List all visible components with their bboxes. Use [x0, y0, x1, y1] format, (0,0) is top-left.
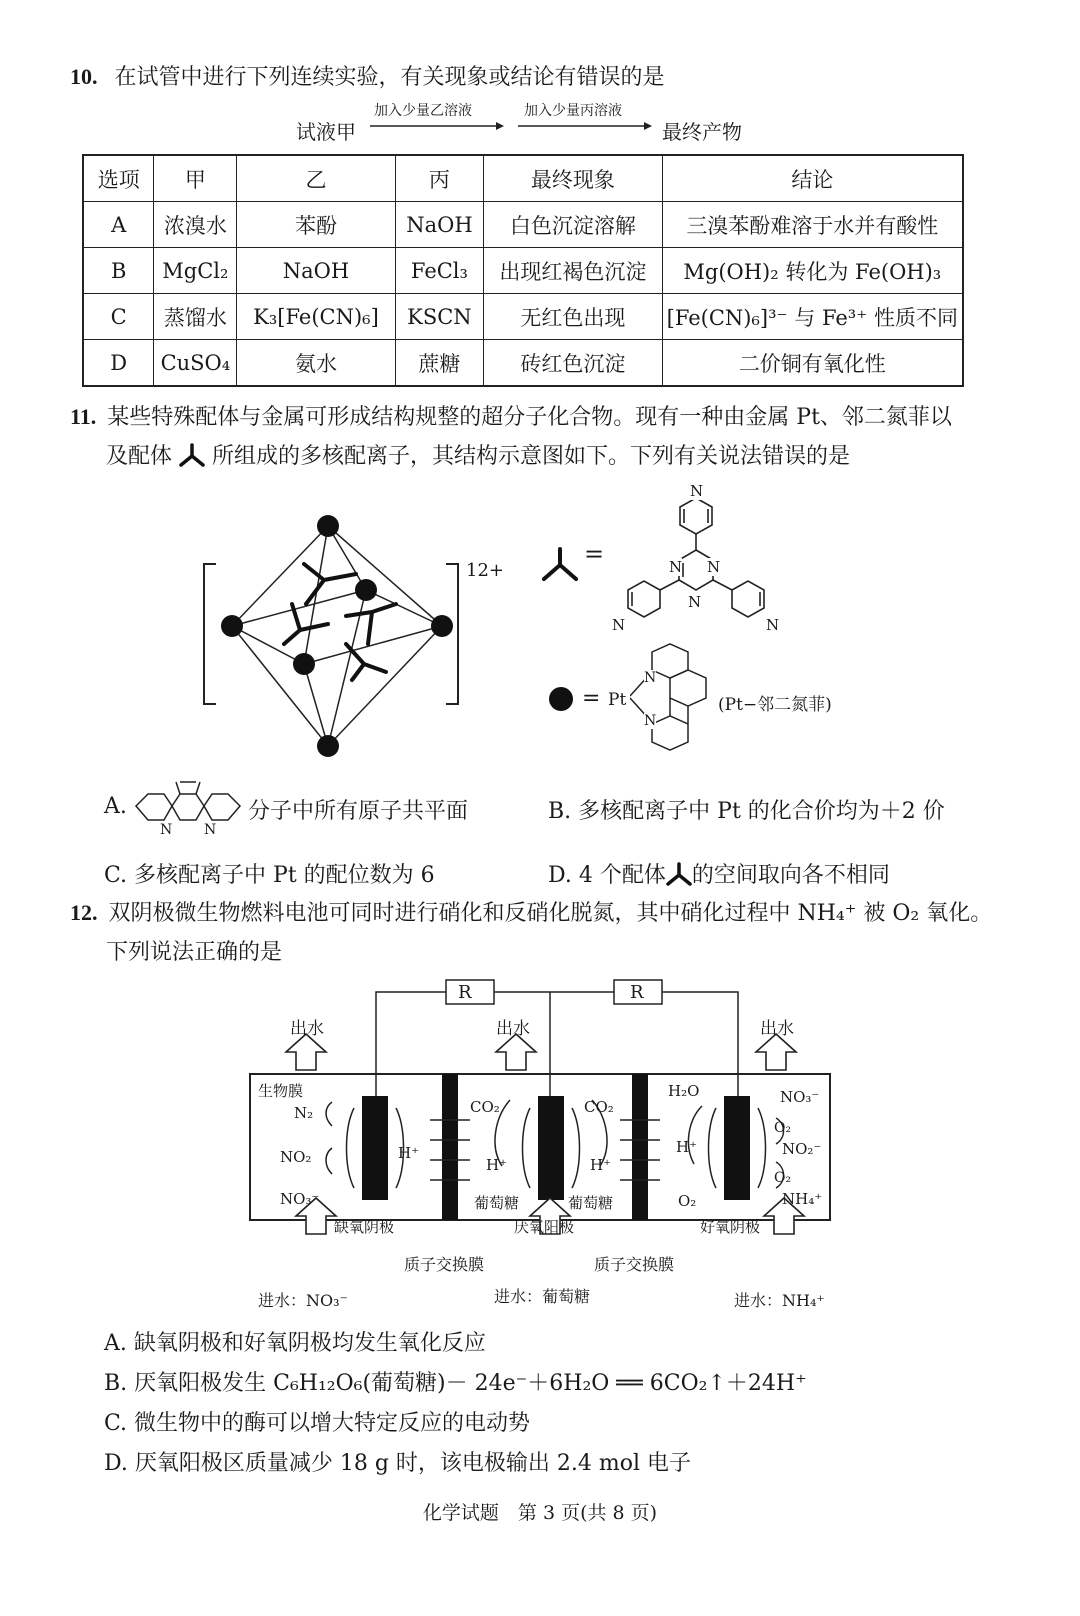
- tripod-ligand-icon: [666, 862, 692, 886]
- resistor-right-label: R: [630, 982, 644, 1003]
- phen-structure: [630, 640, 720, 754]
- th-yi: 乙: [237, 155, 395, 202]
- hplus-right: H⁺: [676, 1138, 697, 1156]
- q12-option-a: A. 缺氧阴极和好氧阴极均发生氧化反应: [104, 1331, 486, 1356]
- table-row: [83, 294, 963, 340]
- q11-number: 11.: [70, 404, 97, 429]
- table-row: [83, 248, 963, 294]
- species-n2: N₂: [294, 1104, 314, 1122]
- external-circuit: [376, 980, 738, 1096]
- glucose-left: 葡萄糖: [474, 1194, 520, 1212]
- q11-option-d: [548, 858, 890, 889]
- atom-n-triazine-1: N: [669, 558, 683, 576]
- cage-charge: 12+: [466, 560, 504, 581]
- q12-stem-line2: 下列说法正确的是: [106, 940, 283, 965]
- cage-brackets: [204, 564, 458, 704]
- hplus-mid-left: H⁺: [486, 1156, 507, 1174]
- cell: 蒸馏水: [154, 294, 237, 340]
- inlet-left-label: 进水：NO₃⁻: [258, 1291, 348, 1310]
- fuel-cell-diagram: [240, 978, 840, 1238]
- membrane-right: [632, 1074, 648, 1220]
- cell: NaOH: [395, 202, 484, 248]
- outlet-right: 出水: [760, 1019, 794, 1039]
- flow-arrow1: [370, 120, 504, 132]
- cell: MgCl₂: [154, 248, 237, 294]
- inlet-mid-label: 进水：葡萄糖: [494, 1287, 591, 1306]
- th-bing: 丙: [395, 155, 484, 202]
- flow-arrow1-label: 加入少量乙溶液: [374, 103, 472, 119]
- electrode-mid-label: 厌氧阳极: [514, 1218, 575, 1236]
- q11-option-d-a: D. 4 个配体: [548, 863, 666, 888]
- cell: CuSO₄: [154, 340, 237, 387]
- inlet-right-label: 进水：NH₄⁺: [734, 1291, 825, 1310]
- q11-option-b: B. 多核配离子中 Pt 的化合价均为＋2 价: [548, 799, 945, 824]
- outlet-mid: 出水: [496, 1019, 530, 1039]
- species-no2-right: NO₂⁻: [782, 1140, 822, 1158]
- membrane-left: [442, 1074, 458, 1220]
- co2-right: CO₂: [584, 1098, 614, 1116]
- atom-n-triazine-2: N: [707, 558, 721, 576]
- table-row: [83, 202, 963, 248]
- q11-stem-line2: [106, 442, 850, 472]
- page-footer: 化学试题 第 3 页(共 8 页): [422, 1502, 658, 1524]
- q11-option-d-b: 的空间取向各不相同: [691, 863, 890, 888]
- atom-n-right: N: [766, 616, 780, 634]
- pt-node-legend-icon: [546, 684, 576, 714]
- cell: C: [83, 294, 154, 340]
- cell: 无红色出现: [484, 294, 662, 340]
- outlet-left: 出水: [290, 1019, 324, 1039]
- atom-n-top: N: [690, 482, 704, 500]
- cell: B: [83, 248, 154, 294]
- q10-table: [82, 154, 964, 387]
- cell: NaOH: [237, 248, 395, 294]
- q10-flow: [296, 98, 776, 144]
- cell: 氨水: [237, 340, 395, 387]
- flow-arrow2-label: 加入少量丙溶液: [524, 103, 622, 119]
- phen-option-n1: N: [160, 822, 173, 838]
- electrode-aerobic: [724, 1096, 750, 1200]
- cell: K₃[Fe(CN)₆]: [237, 294, 395, 340]
- hplus-left: H⁺: [398, 1144, 419, 1162]
- pt-nodes: [221, 515, 453, 757]
- phen-n-bottom: N: [644, 713, 657, 729]
- th-option: 选项: [83, 155, 154, 202]
- electrode-anaerobic: [538, 1096, 564, 1200]
- cell: 三溴苯酚难溶于水并有酸性: [662, 202, 963, 248]
- q10-stem-text: 在试管中进行下列连续实验，有关现象或结论有错误的是: [114, 65, 665, 90]
- q12-stem-line1: [70, 898, 992, 929]
- table-header-row: [83, 155, 963, 202]
- cell: 二价铜有氧化性: [662, 340, 963, 387]
- electrode-right-label: 好氧阴极: [700, 1218, 761, 1236]
- q11-stem-text: 某些特殊配体与金属可形成结构规整的超分子化合物。现有一种由金属 Pt、邻二氮菲以: [107, 405, 952, 430]
- cell: 苯酚: [237, 202, 395, 248]
- hplus-mid-right: H⁺: [590, 1156, 611, 1174]
- cell: A: [83, 202, 154, 248]
- h2o-label: H₂O: [668, 1082, 700, 1100]
- cell: KSCN: [395, 294, 484, 340]
- th-jia: 甲: [154, 155, 237, 202]
- q11-stem-line2-a: 及配体: [106, 444, 173, 469]
- q11-stem-line2-b: 所组成的多核配离子，其结构示意图如下。下列有关说法错误的是: [212, 444, 851, 469]
- cell: 出现红褐色沉淀: [484, 248, 662, 294]
- octahedral-cage-diagram: [196, 504, 516, 772]
- cell: 砖红色沉淀: [484, 340, 662, 387]
- table-row: [83, 340, 963, 387]
- atom-n-left: N: [612, 616, 626, 634]
- q12-number: 12.: [70, 900, 98, 925]
- q12-option-c: C. 微生物中的酶可以增大特定反应的电动势: [104, 1411, 531, 1436]
- q12-option-d: D. 厌氧阳极区质量减少 18 g 时，该电极输出 2.4 mol 电子: [104, 1451, 692, 1476]
- phen-option-n2: N: [204, 822, 217, 838]
- cell: D: [83, 340, 154, 387]
- flow-end: 最终产物: [662, 120, 742, 144]
- cell: 白色沉淀溶解: [484, 202, 662, 248]
- membrane-right-label: 质子交换膜: [594, 1255, 675, 1274]
- pt-caption: (Pt−邻二氮菲): [718, 695, 832, 715]
- pt-legend-equals: =: [582, 686, 601, 711]
- cell: FeCl₃: [395, 248, 484, 294]
- cell: 蔗糖: [395, 340, 484, 387]
- q11-stem-line1: [70, 402, 952, 433]
- species-no3: NO₃⁻: [280, 1190, 320, 1208]
- q11-option-a-prefix: A.: [104, 794, 127, 819]
- co2-left: CO₂: [470, 1098, 500, 1116]
- electrode-anoxic: [362, 1096, 388, 1200]
- th-phenomenon: 最终现象: [484, 155, 662, 202]
- phen-option-structure: [132, 774, 244, 838]
- o2-right-2: O₂: [774, 1170, 792, 1186]
- resistor-left-label: R: [458, 982, 472, 1003]
- q11-option-a-text: 分子中所有原子共平面: [248, 799, 469, 824]
- pt-atom-label: Pt: [608, 690, 627, 710]
- outlet-arrows: [286, 1034, 796, 1070]
- biofilm-label: 生物膜: [258, 1082, 304, 1100]
- q12-stem-text: 双阴极微生物燃料电池可同时进行硝化和反硝化脱氮，其中硝化过程中 NH₄⁺ 被 O₂ 氧化。: [108, 901, 993, 926]
- o2-left-of-aerobic: O₂: [678, 1192, 697, 1210]
- q10-number: 10.: [70, 64, 98, 89]
- tripod-legend-icon: [540, 545, 580, 585]
- ligand-equals: =: [584, 540, 605, 568]
- tripod-ligand-icon: [179, 443, 205, 467]
- atom-n-triazine-3: N: [688, 593, 702, 611]
- cell: Mg(OH)₂ 转化为 Fe(OH)₃: [662, 248, 963, 294]
- species-nh4-right: NH₄⁺: [782, 1190, 823, 1208]
- q11-option-c: C. 多核配离子中 Pt 的配位数为 6: [104, 863, 435, 888]
- flow-start: 试液甲: [296, 120, 356, 144]
- flow-arrow2: [518, 120, 652, 132]
- cell: 浓溴水: [154, 202, 237, 248]
- cage-edges: [232, 526, 442, 746]
- electrode-left-label: 缺氧阴极: [334, 1218, 395, 1236]
- th-conclusion: 结论: [662, 155, 963, 202]
- phen-n-top: N: [644, 670, 657, 686]
- species-no2: NO₂: [280, 1148, 312, 1166]
- glucose-right: 葡萄糖: [568, 1194, 614, 1212]
- cell: [Fe(CN)₆]³⁻ 与 Fe³⁺ 性质不同: [662, 294, 963, 340]
- q12-option-b: B. 厌氧阳极发生 C₆H₁₂O₆(葡萄糖)－ 24e⁻＋6H₂O ══ 6CO₂↑＋24H⁺: [104, 1371, 807, 1396]
- membrane-left-label: 质子交换膜: [404, 1255, 485, 1274]
- o2-right-1: O₂: [774, 1120, 792, 1136]
- species-no3-right: NO₃⁻: [780, 1088, 820, 1106]
- q10-stem: [70, 62, 665, 93]
